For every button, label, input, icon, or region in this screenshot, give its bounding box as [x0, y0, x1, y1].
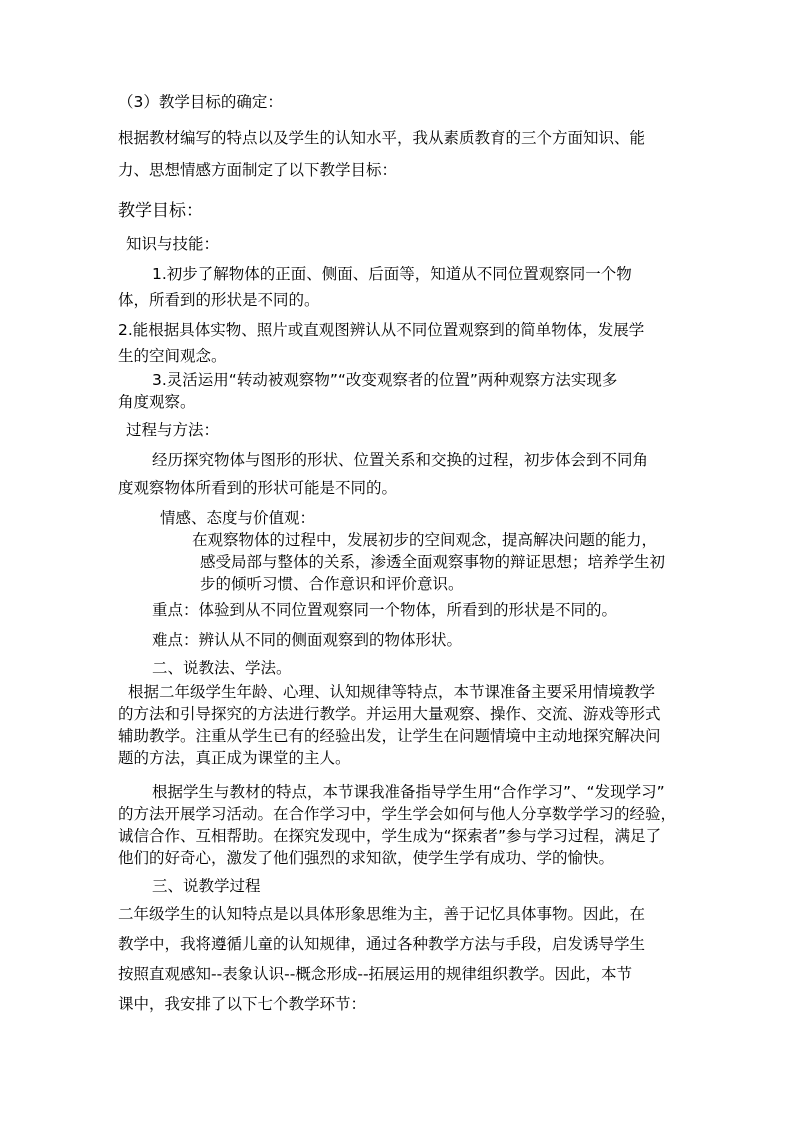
process-para-line-4: 课中，我安排了以下七个教学环节：	[118, 995, 367, 1013]
emotion-line-1: 在观察物体的过程中，发展初步的空间观念，提高解决问题的能力，	[192, 531, 658, 549]
intro-line-2: 力、思想情感方面制定了以下教学目标：	[118, 161, 398, 179]
process-line-2: 度观察物体所看到的形状可能是不同的。	[118, 479, 398, 497]
emotion-line-3: 步的倾听习惯、合作意识和评价意识。	[200, 575, 464, 593]
process-line-1: 经历探究物体与图形的形状、位置关系和交换的过程，初步体会到不同角	[152, 451, 649, 469]
knowledge-item-2-line-1: 2.能根据具体实物、照片或直观图辨认从不同位置观察到的简单物体，发展学	[118, 321, 645, 339]
knowledge-item-1-line-2: 体，所看到的形状是不同的。	[118, 291, 320, 309]
process-para-line-3: 按照直观感知--表象认识--概念形成--拓展运用的规律组织教学。因此，本节	[118, 965, 633, 983]
knowledge-item-2-line-2: 生的空间观念。	[118, 347, 227, 365]
methods-para-2-line-2: 的方法开展学习活动。在合作学习中，学生学会如何与他人分享数学学习的经验，	[118, 805, 677, 823]
knowledge-item-1-line-1: 1.初步了解物体的正面、侧面、后面等，知道从不同位置观察同一个物	[152, 265, 632, 283]
process-para-line-2: 教学中，我将遵循儿童的认知规律，通过各种教学方法与手段，启发诱导学生	[118, 935, 646, 953]
methods-para-2-line-3: 诚信合作、互相帮助。在探究发现中，学生成为“探索者”参与学习过程，满足了	[118, 827, 662, 845]
emotion-heading: 情感、态度与价值观：	[160, 509, 316, 527]
goals-heading: 教学目标：	[118, 201, 203, 221]
process-para-line-1: 二年级学生的认知特点是以具体形象思维为主，善于记忆具体事物。因此，在	[118, 905, 646, 923]
knowledge-item-3-line-2: 角度观察。	[118, 393, 196, 411]
methods-para-1-line-2: 的方法和引导探究的方法进行教学。并运用大量观察、操作、交流、游戏等形式	[118, 705, 661, 723]
difficult-point: 难点：辨认从不同的侧面观察到的物体形状。	[152, 631, 463, 649]
methods-para-2-line-4: 他们的好奇心，激发了他们强烈的求知欲，使学生学有成功、学的愉快。	[118, 849, 615, 867]
section-3-heading: （3）教学目标的确定：	[118, 93, 283, 111]
methods-para-1-line-4: 题的方法，真正成为课堂的主人。	[118, 749, 351, 767]
methods-para-1-line-1: 根据二年级学生年龄、心理、认知规律等特点，本节课准备主要采用情境教学	[128, 683, 656, 701]
methods-para-2-line-1: 根据学生与教材的特点，本节课我准备指导学生用“合作学习”、“发现学习”	[152, 783, 665, 801]
process-heading: 过程与方法：	[126, 421, 220, 439]
methods-para-1-line-3: 辅助教学。注重从学生已有的经验出发，让学生在问题情境中主动地探究解决问	[118, 727, 661, 745]
section-2-heading: 二、说教法、学法。	[152, 659, 292, 677]
emotion-line-2: 感受局部与整体的关系，渗透全面观察事物的辩证思想；培养学生初	[200, 553, 666, 571]
knowledge-item-3-line-1: 3.灵活运用“转动被观察物”“改变观察者的位置”两种观察方法实现多	[152, 371, 618, 389]
key-point: 重点：体验到从不同位置观察同一个物体，所看到的形状是不同的。	[152, 601, 618, 619]
section-3b-heading: 三、说教学过程	[152, 877, 261, 895]
intro-line-1: 根据教材编写的特点以及学生的认知水平，我从素质教育的三个方面知识、能	[118, 129, 646, 147]
knowledge-heading: 知识与技能：	[126, 235, 220, 253]
